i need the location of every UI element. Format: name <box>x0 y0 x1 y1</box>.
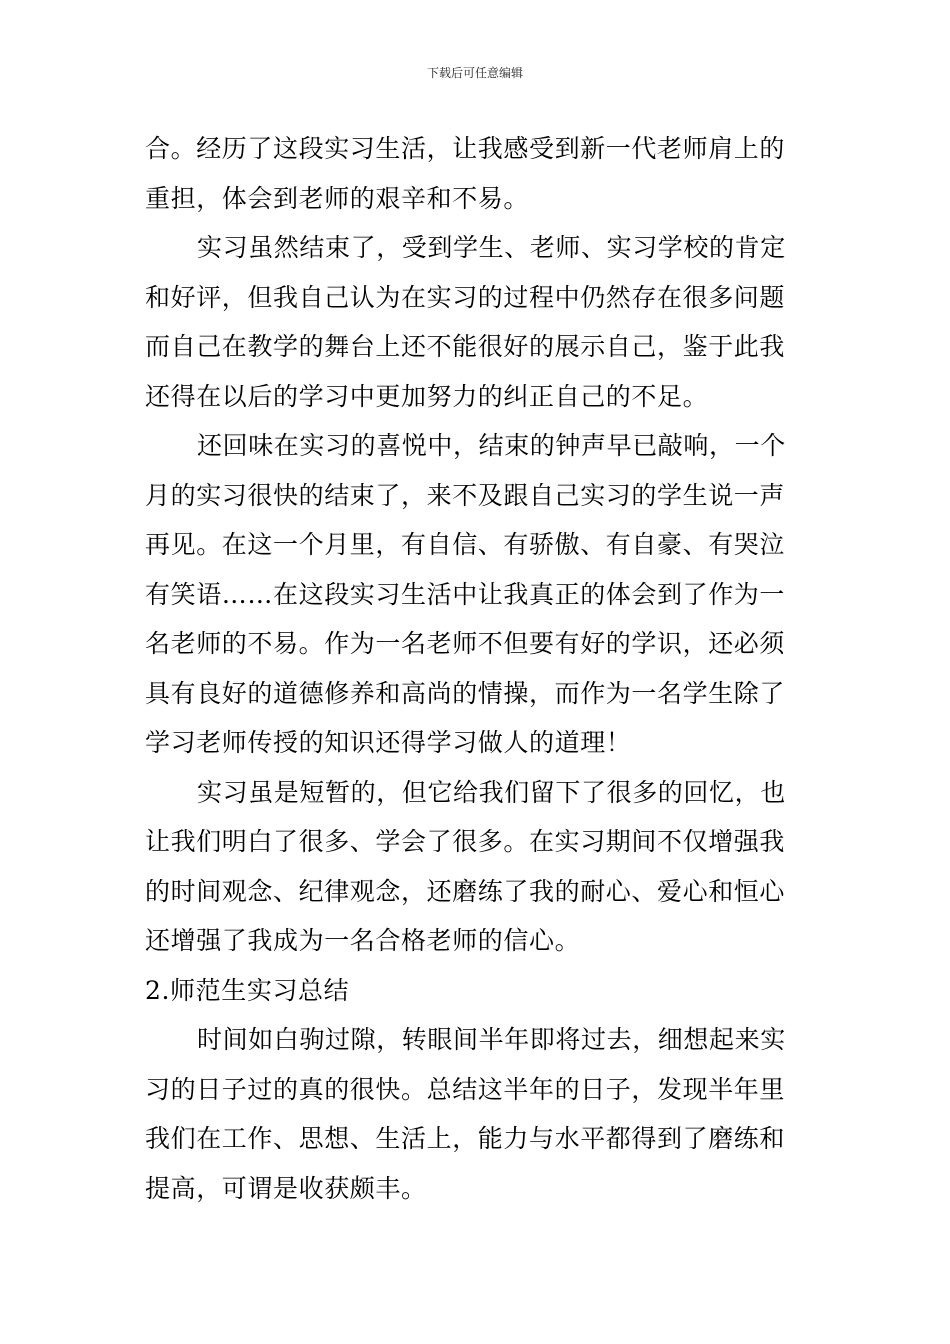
text-line: 再见。在这一个月里，有自信、有骄傲、有自豪、有哭泣 <box>145 530 786 559</box>
document-body <box>145 124 810 1213</box>
text-line: 我们在工作、思想、生活上，能力与水平都得到了磨练和 <box>145 1124 786 1153</box>
page-header: 下载后可任意编辑 <box>426 66 523 80</box>
text-line: 2.师范生实习总结 <box>145 975 350 1005</box>
text-line: 提高，可谓是收获颇丰。 <box>145 1173 427 1203</box>
text-line: 还回味在实习的喜悦中，结束的钟声早已敲响，一个 <box>197 431 786 460</box>
text-line: 学习老师传授的知识还得学习做人的道理！ <box>145 728 632 757</box>
text-line: 重担，体会到老师的艰辛和不易。 <box>145 183 530 213</box>
text-line: 时间如白驹过隙，转眼间半年即将过去，细想起来实 <box>197 1025 786 1054</box>
text-line: 实习虽然结束了，受到学生、老师、实习学校的肯定 <box>197 233 786 262</box>
text-line: 月的实习很快的结束了，来不及跟自己实习的学生说一声 <box>145 480 786 510</box>
text-line: 和好评，但我自己认为在实习的过程中仍然存在很多问题 <box>145 282 786 312</box>
text-line: 习的日子过的真的很快。总结这半年的日子，发现半年里 <box>145 1074 786 1104</box>
text-line: 的时间观念、纪律观念，还磨练了我的耐心、爱心和恒心 <box>145 876 786 906</box>
text-line: 实习虽是短暂的，但它给我们留下了很多的回忆，也 <box>197 777 786 807</box>
text-line: 具有良好的道德修养和高尚的情操，而作为一名学生除了 <box>145 678 786 708</box>
text-line: 名老师的不易。作为一名老师不但要有好的学识，还必须 <box>145 629 786 658</box>
text-line: 而自己在教学的舞台上还不能很好的展示自己，鉴于此我 <box>145 332 786 361</box>
text-line: 有笑语……在这段实习生活中让我真正的体会到了作为一 <box>145 579 786 609</box>
text-line: 让我们明白了很多、学会了很多。在实习期间不仅增强我 <box>145 827 786 856</box>
text-line: 还增强了我成为一名合格老师的信心。 <box>145 926 581 955</box>
text-line: 还得在以后的学习中更加努力的纠正自己的不足。 <box>145 381 709 411</box>
text-line: 合。经历了这段实习生活，让我感受到新一代老师肩上的 <box>145 134 786 163</box>
